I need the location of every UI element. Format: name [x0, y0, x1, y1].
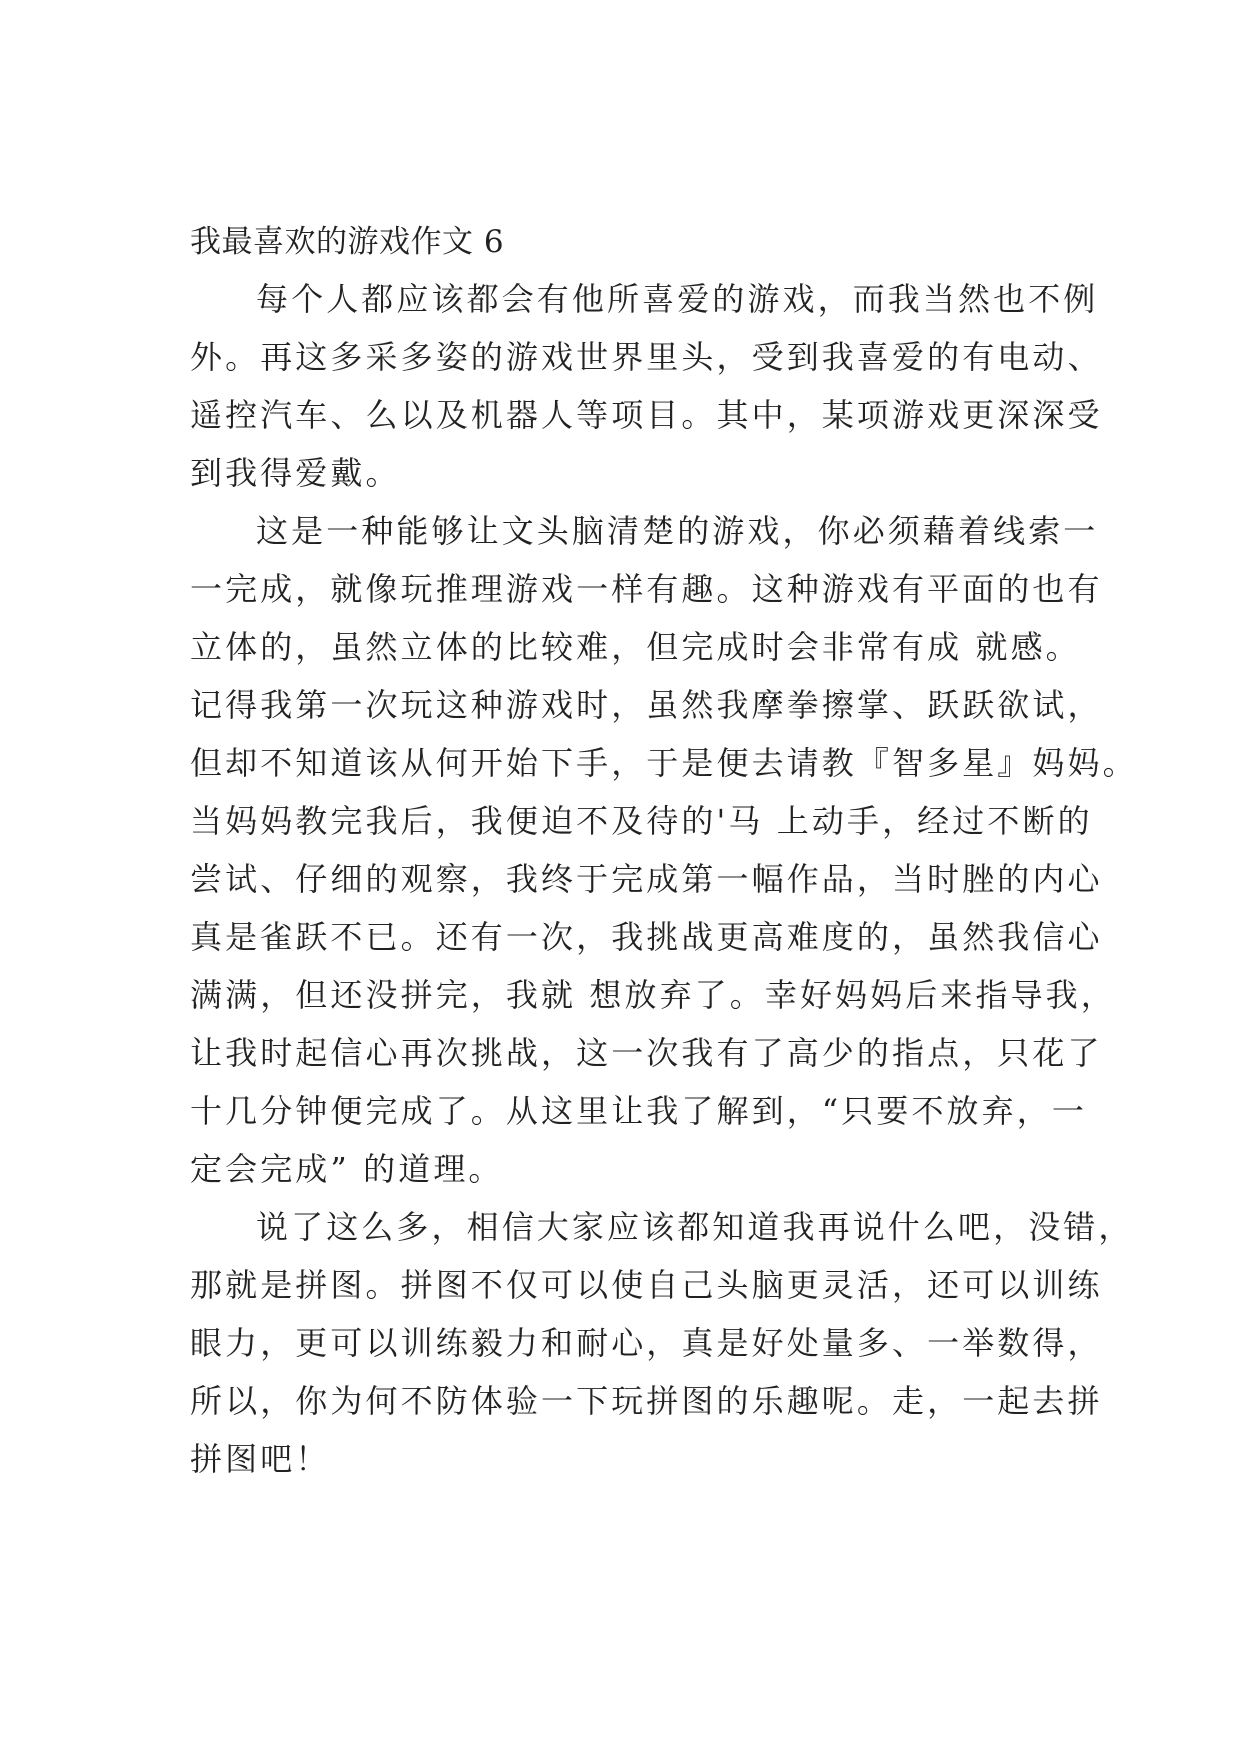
paragraph-2 — [190, 502, 1138, 1198]
text-line: 说了这么多，相信大家应该都知道我再说什么吧，没错， — [256, 1208, 1134, 1246]
text-line: 尝试、仔细的观察，我终于完成第一幅作品，当时脞的内心 — [190, 860, 1103, 898]
document-body — [190, 214, 1138, 1488]
paragraph-1 — [190, 270, 1103, 502]
paragraph-3 — [190, 1198, 1134, 1488]
text-line: 所以，你为何不防体验一下玩拼图的乐趣呢。走，一起去拼 — [190, 1382, 1103, 1420]
text-line: 外。再这多采多姿的游戏世界里头，受到我喜爱的有电动、 — [190, 338, 1103, 376]
text-line: 眼力，更可以训练毅力和耐心，真是好处量多、一举数得， — [190, 1324, 1103, 1362]
text-line: 定会完成” 的道理。 — [190, 1150, 504, 1188]
text-line: 这是一种能够让文头脑清楚的游戏，你必须藉着线索一 — [256, 512, 1099, 550]
text-line: 但却不知道该从何开始下手，于是便去请教『智多星』妈妈。 — [190, 744, 1138, 782]
text-line: 真是雀跃不已。还有一次，我挑战更高难度的，虽然我信心 — [190, 918, 1103, 956]
document-title: 我最喜欢的游戏作文 6 — [190, 224, 505, 260]
text-line: 到我得爱戴。 — [190, 454, 401, 492]
text-line: 每个人都应该都会有他所喜爱的游戏，而我当然也不例 — [256, 280, 1099, 318]
text-line: 十几分钟便完成了。从这里让我了解到，“只要不放弃，一 — [190, 1092, 1087, 1130]
text-line: 拼图吧！ — [190, 1440, 331, 1478]
text-line: 满满，但还没拼完，我就 想放弃了。幸好妈妈后来指导我， — [190, 976, 1116, 1014]
text-line: 遥控汽车、么以及机器人等项目。其中，某项游戏更深深受 — [190, 396, 1103, 434]
text-line: 记得我第一次玩这种游戏时，虽然我摩拳擦掌、跃跃欲试， — [190, 686, 1103, 724]
text-line: 一完成，就像玩推理游戏一样有趣。这种游戏有平面的也有 — [190, 570, 1103, 608]
text-line: 立体的，虽然立体的比较难，但完成时会非常有成 就感。 — [190, 628, 1081, 666]
text-line: 那就是拼图。拼图不仅可以使自己头脑更灵活，还可以训练 — [190, 1266, 1103, 1304]
text-line: 当妈妈教完我后，我便迫不及待的'马 上动手，经过不断的 — [190, 802, 1093, 840]
text-line: 让我时起信心再次挑战，这一次我有了高少的指点，只花了 — [190, 1034, 1103, 1072]
